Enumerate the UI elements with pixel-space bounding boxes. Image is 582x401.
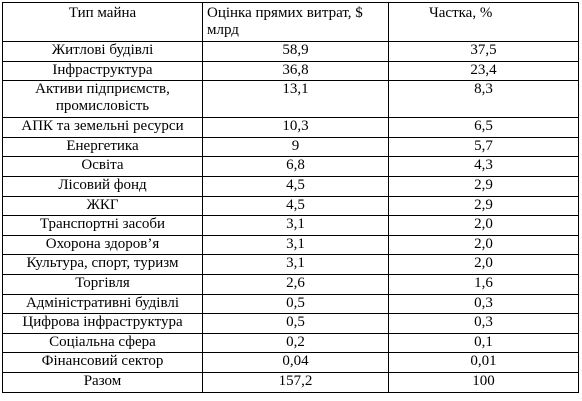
cell-type: Інфраструктура: [3, 61, 203, 81]
cell-share: 4,3: [389, 157, 579, 177]
cell-type: Соціальна сфера: [3, 333, 203, 353]
cell-type: Культура, спорт, туризм: [3, 255, 203, 275]
table-row: [3, 333, 579, 353]
cell-type: АПК та земельні ресурси: [3, 118, 203, 138]
cell-type: Освіта: [3, 157, 203, 177]
cell-cost: 3,1: [203, 235, 389, 255]
cell-cost: 0,5: [203, 294, 389, 314]
table-row-total: [3, 372, 579, 392]
cell-share: 6,5: [389, 118, 579, 138]
cell-cost: 10,3: [203, 118, 389, 138]
cell-type: Разом: [3, 372, 203, 392]
cell-share: 1,6: [389, 274, 579, 294]
cell-type: Активи підприємств, промисловість: [3, 81, 203, 118]
cell-type: ЖКГ: [3, 196, 203, 216]
table-row: [3, 216, 579, 236]
cell-share: 8,3: [389, 81, 579, 118]
cell-share: 0,01: [389, 353, 579, 373]
cell-cost: 58,9: [203, 42, 389, 62]
cell-cost: 3,1: [203, 216, 389, 236]
header-row: [3, 3, 579, 42]
table-row: [3, 137, 579, 157]
cell-type: Адміністративні будівлі: [3, 294, 203, 314]
table-row: [3, 196, 579, 216]
table-header: [3, 3, 579, 42]
cell-cost: 4,5: [203, 196, 389, 216]
cell-share: 5,7: [389, 137, 579, 157]
table-row: [3, 61, 579, 81]
cell-share: 2,0: [389, 235, 579, 255]
cell-share: 2,0: [389, 255, 579, 275]
cell-share: 2,0: [389, 216, 579, 236]
table-row: [3, 274, 579, 294]
cell-type: Енергетика: [3, 137, 203, 157]
cell-cost: 9: [203, 137, 389, 157]
cell-cost: 3,1: [203, 255, 389, 275]
cell-type: Торгівля: [3, 274, 203, 294]
cell-type: Фінансовий сектор: [3, 353, 203, 373]
cell-cost: 13,1: [203, 81, 389, 118]
cell-share: 23,4: [389, 61, 579, 81]
cell-type: Охорона здоров’я: [3, 235, 203, 255]
cell-share: 0,3: [389, 294, 579, 314]
cell-cost: 0,5: [203, 314, 389, 334]
cell-cost: 4,5: [203, 176, 389, 196]
table-row: [3, 255, 579, 275]
cell-cost: 0,04: [203, 353, 389, 373]
damage-table: [2, 2, 579, 393]
header-type: Тип майна: [3, 3, 203, 42]
table-row: [3, 42, 579, 62]
table-body: [3, 42, 579, 393]
cell-cost: 2,6: [203, 274, 389, 294]
table-row: [3, 314, 579, 334]
table-row: [3, 235, 579, 255]
cell-cost: 36,8: [203, 61, 389, 81]
table-row: [3, 81, 579, 118]
table-row: [3, 157, 579, 177]
table-row: [3, 118, 579, 138]
cell-share: 0,1: [389, 333, 579, 353]
cell-type: Цифрова інфраструктура: [3, 314, 203, 334]
cell-share: 37,5: [389, 42, 579, 62]
table-row: [3, 176, 579, 196]
header-share: Частка, %: [389, 3, 579, 42]
cell-type: Лісовий фонд: [3, 176, 203, 196]
cell-share: 0,3: [389, 314, 579, 334]
table-row: [3, 353, 579, 373]
cell-share: 2,9: [389, 196, 579, 216]
cell-cost: 157,2: [203, 372, 389, 392]
table-row: [3, 294, 579, 314]
cell-share: 100: [389, 372, 579, 392]
cell-cost: 0,2: [203, 333, 389, 353]
cell-type: Житлові будівлі: [3, 42, 203, 62]
cell-cost: 6,8: [203, 157, 389, 177]
header-cost: Оцінка прямих витрат, $ млрд: [203, 3, 389, 42]
cell-type: Транспортні засоби: [3, 216, 203, 236]
cell-share: 2,9: [389, 176, 579, 196]
